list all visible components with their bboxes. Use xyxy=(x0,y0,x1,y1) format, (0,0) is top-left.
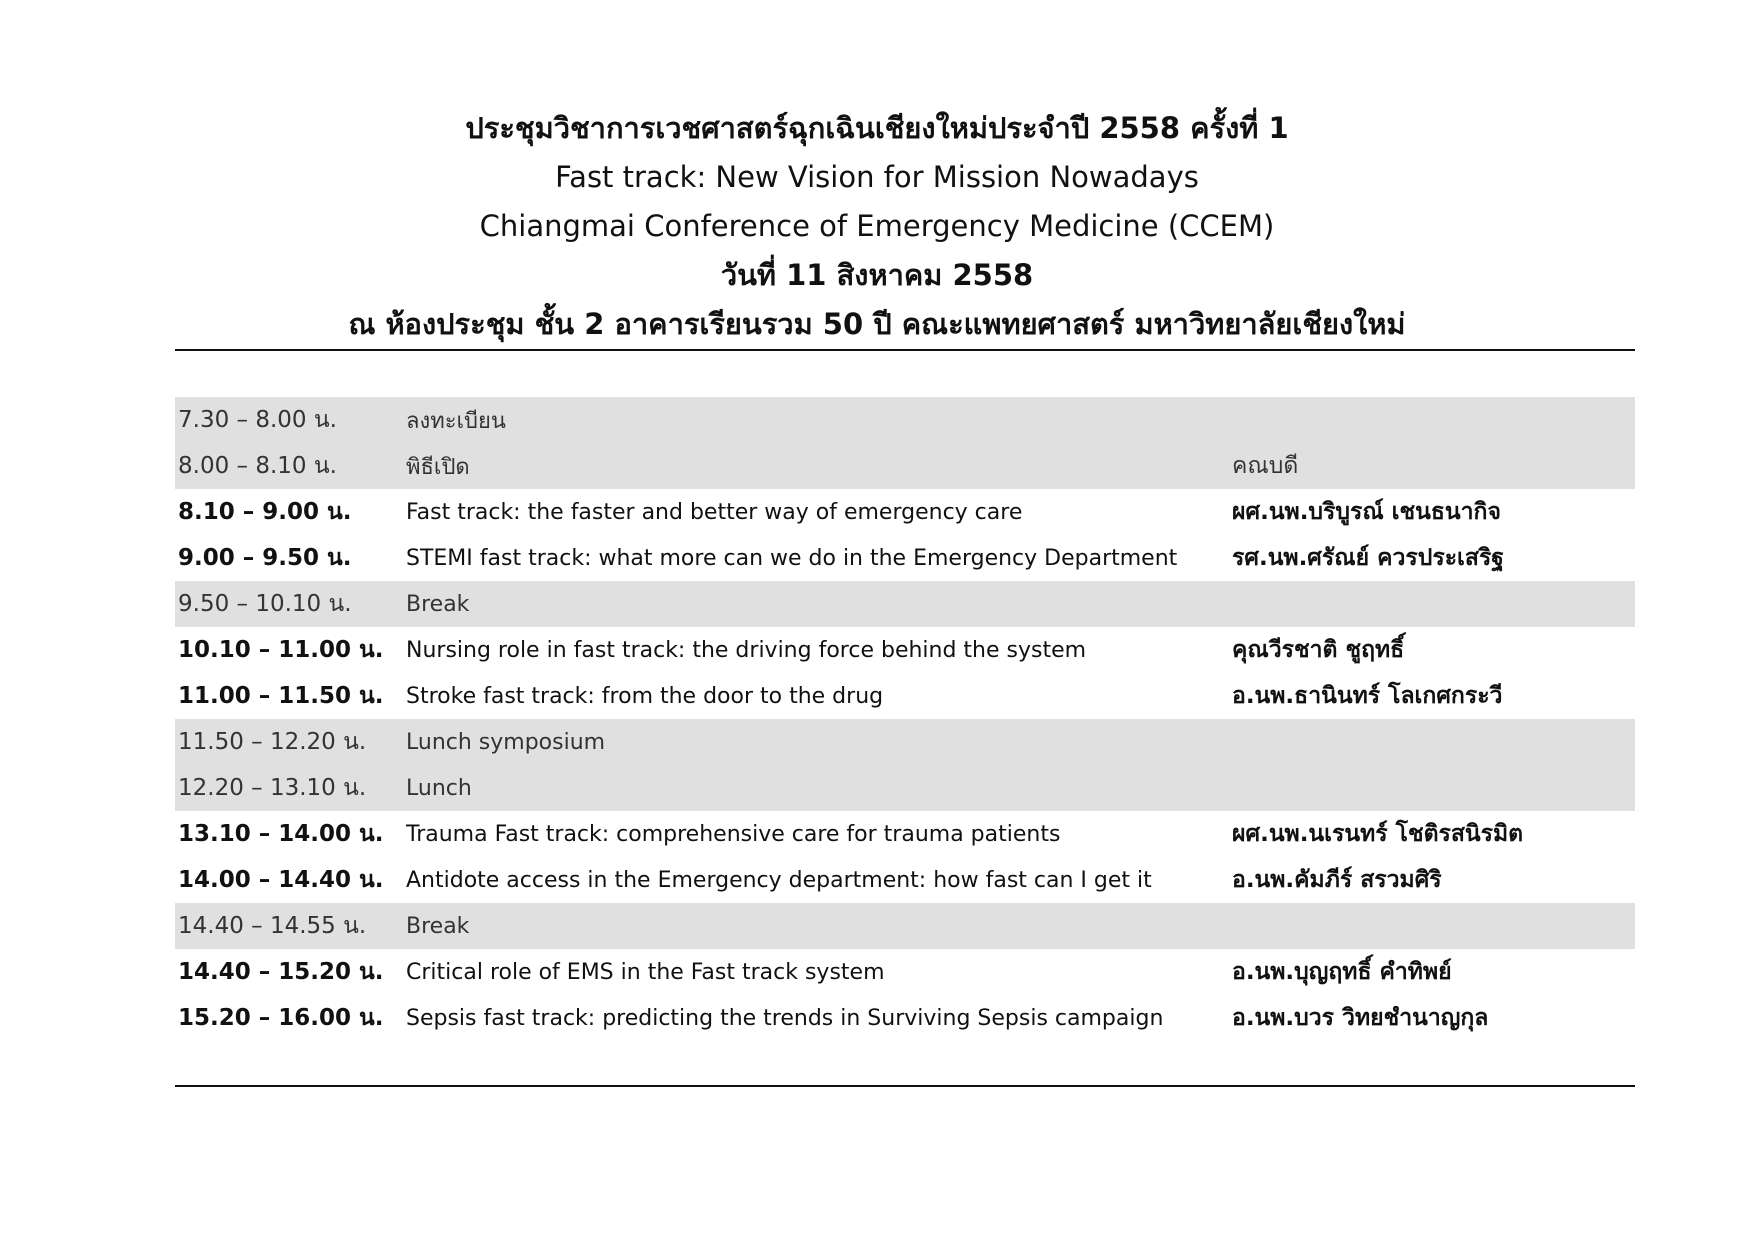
schedule-row xyxy=(175,673,1635,719)
title-thai: ประชุมวิชาการเวชศาสตร์ฉุกเฉินเชียงใหม่ประจำปี 2558 ครั้งที่ 1 xyxy=(465,111,1289,145)
schedule-row xyxy=(175,949,1635,995)
schedule-row xyxy=(175,535,1635,581)
schedule-row xyxy=(175,765,1635,811)
schedule-row xyxy=(175,811,1635,857)
time-slot: 8.10 – 9.00 น. xyxy=(178,499,352,525)
session-topic: Break xyxy=(406,591,470,617)
speaker-name: อ.นพ.บุญฤทธิ์ คำทิพย์ xyxy=(1232,959,1452,985)
time-slot: 13.10 – 14.00 น. xyxy=(178,821,384,847)
conference-name: Chiangmai Conference of Emergency Medicine (CCEM) xyxy=(479,209,1275,243)
session-topic: Lunch xyxy=(406,775,472,801)
session-topic: Sepsis fast track: predicting the trends in Surviving Sepsis campaign xyxy=(406,1005,1164,1031)
speaker-name: รศ.นพ.ศรัณย์ ควรประเสริฐ xyxy=(1232,545,1504,571)
speaker-name: อ.นพ.คัมภีร์ สรวมศิริ xyxy=(1232,867,1442,893)
session-topic: Trauma Fast track: comprehensive care for trauma patients xyxy=(406,821,1061,847)
event-date: วันที่ 11 สิงหาคม 2558 xyxy=(720,258,1034,292)
session-topic: Break xyxy=(406,913,470,939)
time-slot: 11.50 – 12.20 น. xyxy=(178,729,367,755)
schedule-row xyxy=(175,397,1635,443)
schedule-table xyxy=(175,397,1635,1041)
schedule-row xyxy=(175,719,1635,765)
speaker-name: คุณวีรชาติ ชูฤทธิ์ xyxy=(1232,637,1405,663)
schedule-row xyxy=(175,489,1635,535)
session-topic: พิธีเปิด xyxy=(406,454,470,480)
event-venue: ณ ห้องประชุม ชั้น 2 อาคารเรียนรวม 50 ปี คณะแพทยศาสตร์ มหาวิทยาลัยเชียงใหม่ xyxy=(348,307,1406,341)
speaker-name: คณบดี xyxy=(1232,453,1299,479)
schedule-row xyxy=(175,443,1635,489)
time-slot: 11.00 – 11.50 น. xyxy=(178,683,384,709)
time-slot: 15.20 – 16.00 น. xyxy=(178,1005,384,1031)
schedule-row xyxy=(175,903,1635,949)
document-header xyxy=(0,104,1754,349)
time-slot: 14.40 – 14.55 น. xyxy=(178,913,367,939)
session-topic: Critical role of EMS in the Fast track system xyxy=(406,959,885,985)
time-slot: 12.20 – 13.10 น. xyxy=(178,775,367,801)
time-slot: 9.50 – 10.10 น. xyxy=(178,591,352,617)
time-slot: 14.00 – 14.40 น. xyxy=(178,867,384,893)
conference-theme: Fast track: New Vision for Mission Nowadays xyxy=(555,160,1199,194)
session-topic: Stroke fast track: from the door to the drug xyxy=(406,683,884,709)
session-topic: Lunch symposium xyxy=(406,729,606,755)
schedule-row xyxy=(175,995,1635,1041)
time-slot: 8.00 – 8.10 น. xyxy=(178,453,337,479)
schedule-row xyxy=(175,627,1635,673)
speaker-name: ผศ.นพ.นเรนทร์ โชติรสนิรมิต xyxy=(1232,821,1524,847)
session-topic: Antidote access in the Emergency department: how fast can I get it xyxy=(406,867,1152,893)
time-slot: 9.00 – 9.50 น. xyxy=(178,545,352,571)
time-slot: 10.10 – 11.00 น. xyxy=(178,637,384,663)
session-topic: Nursing role in fast track: the driving force behind the system xyxy=(406,637,1087,663)
schedule-row xyxy=(175,581,1635,627)
speaker-name: อ.นพ.ธานินทร์ โลเกศกระวี xyxy=(1232,683,1503,709)
time-slot: 7.30 – 8.00 น. xyxy=(178,407,337,433)
session-topic: STEMI fast track: what more can we do in the Emergency Department xyxy=(406,545,1178,571)
session-topic: ลงทะเบียน xyxy=(406,408,506,434)
time-slot: 14.40 – 15.20 น. xyxy=(178,959,384,985)
header-divider xyxy=(175,349,1635,351)
session-topic: Fast track: the faster and better way of emergency care xyxy=(406,499,1023,525)
speaker-name: ผศ.นพ.บริบูรณ์ เชนธนากิจ xyxy=(1232,499,1501,525)
speaker-name: อ.นพ.บวร วิทยชำนาญกุล xyxy=(1232,1005,1489,1031)
schedule-row xyxy=(175,857,1635,903)
footer-divider xyxy=(175,1085,1635,1087)
